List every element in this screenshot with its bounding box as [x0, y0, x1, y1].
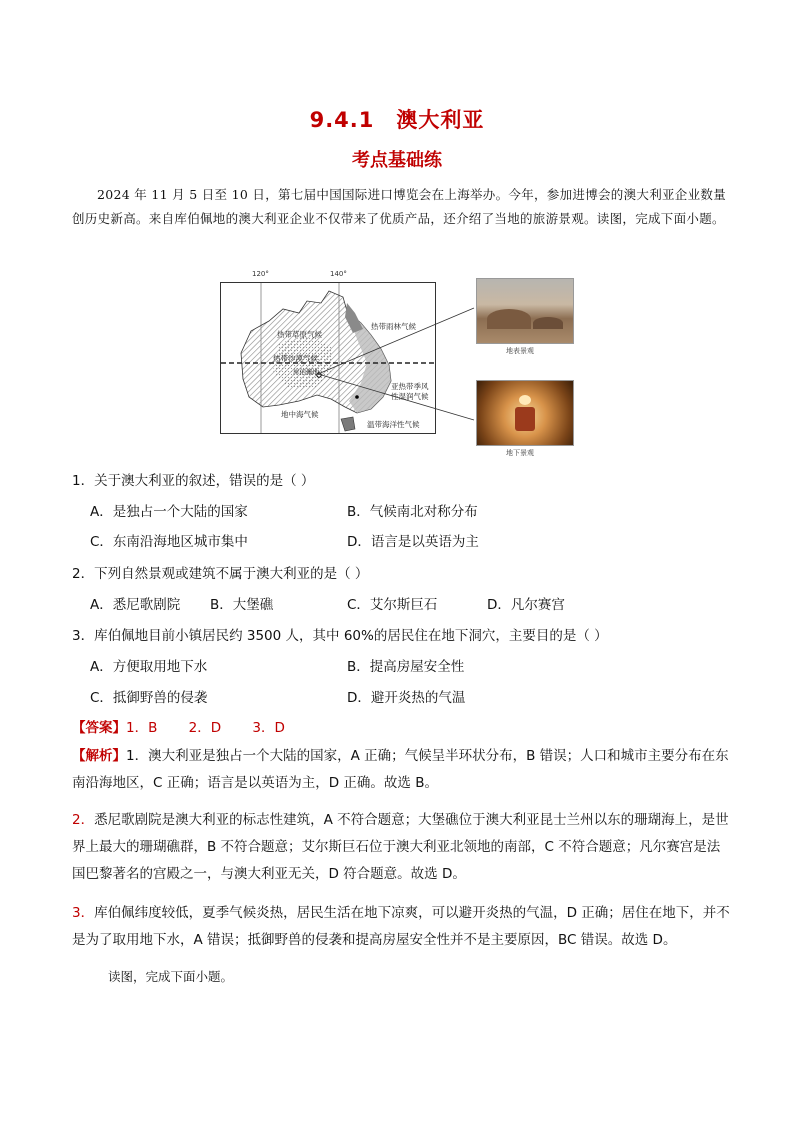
label-subtropical-monsoon: 亚热带季风 [391, 382, 429, 391]
question-1-option-c: C．东南沿海地区城市集中 [90, 534, 248, 550]
page-title: 9.4.1 澳大利亚 [309, 108, 485, 132]
answer-line [72, 716, 285, 736]
label-tropical-rainforest: 热带雨林气候 [371, 322, 416, 331]
label-tropical-savanna: 热带草原气候 [277, 330, 322, 339]
surface-landscape-photo [476, 278, 574, 344]
analysis-paragraph-2 [72, 807, 732, 888]
underground-landscape-photo [476, 380, 574, 446]
label-temperate-oceanic: 温带海洋性气候 [367, 420, 420, 429]
intro-paragraph: 2024 年 11 月 5 日至 10 日，第七届中国国际进口博览会在上海举办。今年，参加进博会的澳大利亚企业数量创历史新高。来自库伯佩地的澳大利亚企业不仅带来了优质产品，还介绍了当地的旅游景观。读图，完成下面小题。 [72, 187, 726, 226]
question-3-option-d: D．避开炎热的气温 [347, 690, 466, 706]
question-2-stem: 2．下列自然景观或建筑不属于澳大利亚的是（ ） [72, 566, 369, 582]
question-1-option-d: D．语言是以英语为主 [347, 534, 479, 550]
analysis-number-3: 3． [72, 905, 95, 921]
question-3-stem: 3．库伯佩地目前小镇居民约 3500 人，其中 60%的居民住在地下洞穴，主要目的是（ ） [72, 628, 608, 644]
analysis-text-2: 悉尼歌剧院是澳大利亚的标志性建筑，A 不符合题意；大堡礁位于澳大利亚昆士兰州以东的珊瑚海上，是世界上最大的珊瑚礁群，B 不符合题意；艾尔斯巨石位于澳大利亚北领地的南部，C 不符合题意；凡尔赛宫是法国巴黎著名的宫殿之一，与澳大利亚无关，D 符合题意。故选 D。 [72, 812, 729, 882]
analysis-heading: 【解析】 [72, 748, 126, 764]
longitude-tick-120: 120° [252, 270, 269, 278]
question-3-option-a: A．方便取用地下水 [90, 659, 208, 675]
analysis-text-1: 1．澳大利亚是独占一个大陆的国家，A 正确；气候呈半环状分布，B 错误；人口和城市主要分布在东南沿海地区，C 正确；语言是以英语为主，D 正确。故选 B。 [72, 748, 729, 791]
question-2-option-c: C．艾尔斯巨石 [347, 597, 438, 613]
question-1-stem: 1．关于澳大利亚的叙述，错误的是（ ） [72, 473, 315, 489]
analysis-text-3: 库伯佩纬度较低，夏季气候炎热，居民生活在地下凉爽，可以避开炎热的气温，D 正确；居住在地下，并不是为了取用地下水，A 错误；抵御野兽的侵袭和提高房屋安全性并不是主要原因，BC 错误。故选 D。 [72, 905, 730, 948]
question-1-option-a: A．是独占一个大陆的国家 [90, 504, 248, 520]
next-question-prompt: 读图，完成下面小题。 [108, 969, 234, 984]
analysis-paragraph-3 [72, 900, 732, 954]
question-1-option-b: B．气候南北对称分布 [347, 504, 478, 520]
label-kuber: 库伯佩地 [293, 368, 319, 376]
answer-text: 1．B 2．D 3．D [126, 720, 285, 736]
analysis-paragraph-1 [72, 743, 732, 797]
question-2-option-a: A．悉尼歌剧院 [90, 597, 181, 613]
question-3-option-c: C．抵御野兽的侵袭 [90, 690, 208, 706]
underground-caption: 地下景观 [506, 449, 534, 457]
answer-heading: 【答案】 [72, 720, 126, 736]
label-mediterranean: 地中海气候 [281, 410, 319, 419]
question-2-option-b: B．大堡礁 [210, 597, 274, 613]
question-3-option-b: B．提高房屋安全性 [347, 659, 465, 675]
analysis-number-2: 2． [72, 812, 95, 828]
longitude-tick-140: 140° [330, 270, 347, 278]
label-humid-climate: 性湿润气候 [391, 392, 429, 401]
label-tropical-desert: 热带沙漠气候 [273, 354, 318, 363]
figure [220, 270, 580, 460]
surface-caption: 地表景观 [506, 347, 534, 355]
page-subtitle: 考点基础练 [352, 150, 442, 171]
question-2-option-d: D．凡尔赛宫 [487, 597, 565, 613]
